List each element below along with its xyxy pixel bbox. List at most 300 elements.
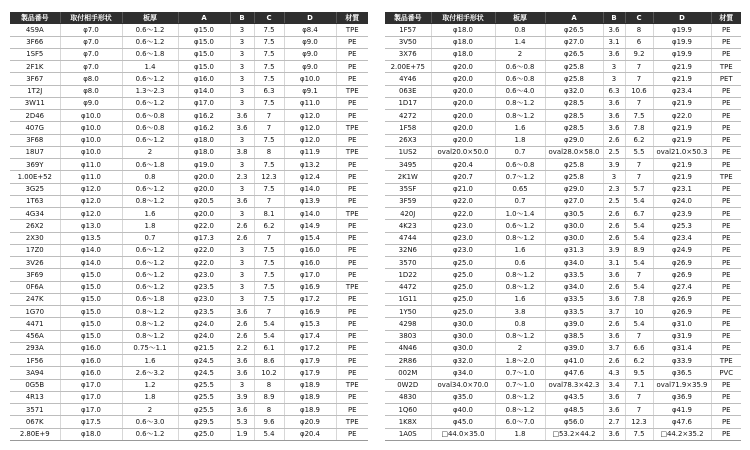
cell-plate-thickness: 1.8 xyxy=(495,134,545,146)
cell-a: φ47.6 xyxy=(545,367,603,379)
table-row xyxy=(385,220,741,232)
cell-d: φ20.4 xyxy=(284,428,336,440)
cell-plate-thickness: 0.8 xyxy=(122,171,178,183)
table-row xyxy=(10,48,368,60)
cell-d: φ24.9 xyxy=(653,244,711,256)
cell-c: 7.5 xyxy=(254,97,284,109)
cell-b: 2.6 xyxy=(603,134,625,146)
cell-material: PE xyxy=(336,171,368,183)
cell-plate-thickness: 6.0～7.0 xyxy=(495,416,545,428)
table-row xyxy=(10,232,368,244)
cell-a: φ29.0 xyxy=(545,183,603,195)
cell-c: 7 xyxy=(625,73,653,85)
cell-c: 9.2 xyxy=(625,48,653,60)
cell-mount-shape: φ25.0 xyxy=(431,306,495,318)
cell-a: φ20.5 xyxy=(178,195,230,207)
cell-part-number: 4471 xyxy=(10,318,60,330)
cell-material: PE xyxy=(711,97,741,109)
cell-material: TPE xyxy=(336,281,368,293)
cell-d: φ41.9 xyxy=(653,404,711,416)
table-row xyxy=(10,159,368,171)
cell-c: 7 xyxy=(625,171,653,183)
table-row xyxy=(10,36,368,48)
cell-d: φ12.4 xyxy=(284,171,336,183)
header-b: B xyxy=(230,12,254,24)
cell-material: PE xyxy=(711,244,741,256)
cell-d: φ20.9 xyxy=(284,416,336,428)
cell-c: 5.5 xyxy=(625,146,653,158)
cell-plate-thickness: 3.8 xyxy=(495,306,545,318)
table-row xyxy=(10,134,368,146)
table-row xyxy=(10,342,368,354)
cell-part-number: 3F67 xyxy=(10,73,60,85)
cell-d: φ16.9 xyxy=(284,306,336,318)
cell-part-number: 26X2 xyxy=(10,220,60,232)
cell-plate-thickness: 0.8～1.2 xyxy=(495,330,545,342)
cell-a: φ20.0 xyxy=(178,183,230,195)
table-row xyxy=(385,416,741,428)
cell-a: φ16.2 xyxy=(178,110,230,122)
cell-mount-shape: φ11.0 xyxy=(60,159,122,171)
cell-a: φ22.0 xyxy=(178,220,230,232)
cell-material: PE xyxy=(336,293,368,305)
cell-part-number: 1F57 xyxy=(385,24,431,36)
cell-d: φ47.6 xyxy=(653,416,711,428)
cell-a: φ26.5 xyxy=(545,48,603,60)
cell-part-number: 4830 xyxy=(385,391,431,403)
cell-part-number: 3803 xyxy=(385,330,431,342)
cell-c: 7.5 xyxy=(625,110,653,122)
cell-mount-shape: φ12.0 xyxy=(60,208,122,220)
cell-material: TPE xyxy=(336,146,368,158)
cell-material: PE xyxy=(711,85,741,97)
cell-material: PE xyxy=(711,48,741,60)
table-row xyxy=(385,208,741,220)
cell-mount-shape: φ20.0 xyxy=(431,134,495,146)
cell-b: 2.6 xyxy=(230,232,254,244)
cell-b: 6.3 xyxy=(603,85,625,97)
cell-part-number: 3W11 xyxy=(10,97,60,109)
cell-b: 3.6 xyxy=(603,330,625,342)
cell-plate-thickness: 0.6～1.2 xyxy=(122,73,178,85)
cell-part-number: 1F56 xyxy=(10,355,60,367)
table-row xyxy=(385,318,741,330)
cell-b: 3.6 xyxy=(230,122,254,134)
cell-c: 5.4 xyxy=(625,257,653,269)
header-c: C xyxy=(254,12,284,24)
cell-b: 3 xyxy=(230,48,254,60)
cell-part-number: 2.80E+9 xyxy=(10,428,60,440)
cell-b: 3.6 xyxy=(603,48,625,60)
cell-c: 6.7 xyxy=(625,208,653,220)
cell-a: oval28.0×58.0 xyxy=(545,146,603,158)
cell-material: PE xyxy=(336,134,368,146)
cell-d: φ17.2 xyxy=(284,293,336,305)
cell-b: 2.5 xyxy=(603,146,625,158)
cell-d: φ26.9 xyxy=(653,293,711,305)
cell-c: 7.5 xyxy=(254,257,284,269)
cell-mount-shape: φ23.0 xyxy=(431,244,495,256)
cell-material: PE xyxy=(336,318,368,330)
cell-material: PE xyxy=(711,232,741,244)
cell-d: φ21.9 xyxy=(653,134,711,146)
cell-b: 5.3 xyxy=(230,416,254,428)
cell-plate-thickness: 0.8～1.2 xyxy=(122,330,178,342)
cell-c: 6.2 xyxy=(254,220,284,232)
cell-part-number: 3V26 xyxy=(10,257,60,269)
cell-plate-thickness: 0.8～1.2 xyxy=(122,306,178,318)
cell-part-number: 2F1K xyxy=(10,61,60,73)
cell-a: φ25.8 xyxy=(545,171,603,183)
table-row xyxy=(385,367,741,379)
cell-a: φ15.0 xyxy=(178,24,230,36)
cell-mount-shape: φ17.0 xyxy=(60,404,122,416)
cell-material: TPE xyxy=(336,24,368,36)
cell-mount-shape: φ22.0 xyxy=(431,195,495,207)
cell-material: PE xyxy=(711,195,741,207)
table-row xyxy=(385,110,741,122)
cell-d: φ22.0 xyxy=(653,110,711,122)
cell-c: 5.7 xyxy=(625,183,653,195)
cell-material: PE xyxy=(336,244,368,256)
cell-c: 7 xyxy=(625,269,653,281)
cell-mount-shape: φ15.0 xyxy=(60,293,122,305)
cell-a: φ21.5 xyxy=(178,342,230,354)
cell-d: φ26.9 xyxy=(653,306,711,318)
cell-d: φ31.0 xyxy=(653,318,711,330)
table-row xyxy=(385,269,741,281)
cell-d: φ19.9 xyxy=(653,48,711,60)
cell-plate-thickness: 0.8～1.2 xyxy=(495,110,545,122)
cell-mount-shape: φ11.0 xyxy=(60,171,122,183)
cell-c: 8.9 xyxy=(625,244,653,256)
cell-material: PE xyxy=(711,220,741,232)
cell-material: PE xyxy=(711,428,741,440)
cell-c: 6.6 xyxy=(625,342,653,354)
cell-a: φ33.5 xyxy=(545,293,603,305)
cell-part-number: 4298 xyxy=(385,318,431,330)
cell-plate-thickness: 0.6～1.2 xyxy=(122,269,178,281)
cell-a: φ15.0 xyxy=(178,48,230,60)
cell-b: 2.2 xyxy=(230,342,254,354)
cell-c: 7.5 xyxy=(625,428,653,440)
cell-plate-thickness: 1.6 xyxy=(495,244,545,256)
cell-part-number: 4G34 xyxy=(10,208,60,220)
cell-part-number: 369Y xyxy=(10,159,60,171)
cell-material: PE xyxy=(711,122,741,134)
cell-b: 3 xyxy=(230,61,254,73)
cell-mount-shape: φ17.0 xyxy=(60,391,122,403)
cell-plate-thickness: 0.8～1.2 xyxy=(495,404,545,416)
cell-mount-shape: φ10.0 xyxy=(60,134,122,146)
cell-c: 6 xyxy=(625,36,653,48)
cell-a: φ15.0 xyxy=(178,61,230,73)
cell-material: PE xyxy=(711,134,741,146)
cell-material: TPE xyxy=(336,85,368,97)
cell-plate-thickness: 0.6～0.8 xyxy=(495,61,545,73)
cell-plate-thickness: 1.8 xyxy=(122,391,178,403)
cell-a: φ27.0 xyxy=(545,36,603,48)
cell-mount-shape: φ14.0 xyxy=(60,244,122,256)
cell-a: φ28.5 xyxy=(545,122,603,134)
cell-material: PE xyxy=(711,36,741,48)
cell-b: 3 xyxy=(230,293,254,305)
cell-mount-shape: φ7.0 xyxy=(60,24,122,36)
cell-mount-shape: φ12.0 xyxy=(60,183,122,195)
cell-mount-shape: φ10.0 xyxy=(60,122,122,134)
cell-d: φ16.0 xyxy=(284,244,336,256)
cell-plate-thickness: 0.6～1.2 xyxy=(122,257,178,269)
cell-mount-shape: φ30.0 xyxy=(431,342,495,354)
table-row xyxy=(385,171,741,183)
cell-d: φ33.9 xyxy=(653,355,711,367)
cell-plate-thickness: 1.8 xyxy=(495,428,545,440)
cell-part-number: 3V50 xyxy=(385,36,431,48)
table-row xyxy=(385,73,741,85)
cell-plate-thickness: 0.6～1.2 xyxy=(122,281,178,293)
table-row xyxy=(10,85,368,97)
cell-material: PE xyxy=(336,36,368,48)
cell-c: 7 xyxy=(625,391,653,403)
cell-d: φ17.2 xyxy=(284,342,336,354)
cell-plate-thickness: 0.6～1.2 xyxy=(495,220,545,232)
table-row xyxy=(385,428,741,440)
cell-plate-thickness: 0.8～1.2 xyxy=(122,195,178,207)
table-row xyxy=(10,269,368,281)
cell-mount-shape: φ20.0 xyxy=(431,85,495,97)
cell-d: φ21.9 xyxy=(653,122,711,134)
cell-material: PE xyxy=(711,306,741,318)
cell-c: 10.6 xyxy=(625,85,653,97)
cell-d: φ23.1 xyxy=(653,183,711,195)
cell-mount-shape: φ10.0 xyxy=(60,146,122,158)
cell-c: 5.4 xyxy=(625,220,653,232)
cell-plate-thickness: 0.6～1.8 xyxy=(122,159,178,171)
cell-plate-thickness: 1.4 xyxy=(122,61,178,73)
cell-part-number: 1SF5 xyxy=(10,48,60,60)
cell-b: 3.9 xyxy=(230,391,254,403)
cell-d: φ21.9 xyxy=(653,159,711,171)
cell-c: 7 xyxy=(625,404,653,416)
cell-mount-shape: φ30.0 xyxy=(431,318,495,330)
cell-a: φ31.3 xyxy=(545,244,603,256)
cell-d: oval71.9×35.9 xyxy=(653,379,711,391)
cell-c: 7.5 xyxy=(254,73,284,85)
cell-c: 7.5 xyxy=(254,24,284,36)
cell-mount-shape: φ10.0 xyxy=(60,110,122,122)
table-row xyxy=(385,183,741,195)
cell-part-number: 3570 xyxy=(385,257,431,269)
cell-a: φ23.5 xyxy=(178,281,230,293)
cell-part-number: 1T63 xyxy=(10,195,60,207)
cell-a: φ24.0 xyxy=(178,318,230,330)
cell-plate-thickness: 0.6～1.2 xyxy=(122,134,178,146)
table-row xyxy=(10,404,368,416)
cell-mount-shape: φ22.0 xyxy=(431,208,495,220)
cell-plate-thickness: 1.6 xyxy=(495,293,545,305)
table-row xyxy=(10,257,368,269)
cell-mount-shape: φ20.0 xyxy=(431,73,495,85)
cell-part-number: 3571 xyxy=(10,404,60,416)
cell-d: φ17.0 xyxy=(284,269,336,281)
cell-plate-thickness: 0.6～0.8 xyxy=(495,73,545,85)
cell-d: φ19.9 xyxy=(653,24,711,36)
cell-b: 2.7 xyxy=(603,416,625,428)
cell-material: PE xyxy=(711,24,741,36)
cell-part-number: 1D17 xyxy=(385,97,431,109)
cell-plate-thickness: 0.6～1.8 xyxy=(122,293,178,305)
table-row xyxy=(385,281,741,293)
cell-mount-shape: φ23.0 xyxy=(431,220,495,232)
cell-a: φ29.5 xyxy=(178,416,230,428)
cell-plate-thickness: 0.8 xyxy=(495,318,545,330)
cell-part-number: 456A xyxy=(10,330,60,342)
cell-c: 12.3 xyxy=(254,171,284,183)
cell-mount-shape: φ30.0 xyxy=(431,330,495,342)
cell-a: φ39.0 xyxy=(545,318,603,330)
cell-material: TPE xyxy=(711,355,741,367)
cell-mount-shape: φ21.0 xyxy=(431,183,495,195)
cell-part-number: 3F66 xyxy=(10,36,60,48)
table-row xyxy=(385,36,741,48)
cell-plate-thickness: 1.3～2.3 xyxy=(122,85,178,97)
cell-mount-shape: φ35.0 xyxy=(431,391,495,403)
cell-plate-thickness: 0.8 xyxy=(495,24,545,36)
cell-mount-shape: φ17.5 xyxy=(60,416,122,428)
cell-b: 3 xyxy=(230,97,254,109)
table-row xyxy=(10,416,368,428)
cell-mount-shape: φ18.0 xyxy=(431,36,495,48)
cell-mount-shape: φ23.0 xyxy=(431,232,495,244)
cell-plate-thickness: 0.7 xyxy=(495,195,545,207)
cell-a: φ23.5 xyxy=(178,306,230,318)
header-d: D xyxy=(653,12,711,24)
cell-material: PE xyxy=(336,195,368,207)
cell-c: 5.4 xyxy=(625,281,653,293)
cell-d: φ10.0 xyxy=(284,73,336,85)
cell-c: 7.5 xyxy=(254,159,284,171)
cell-d: φ16.9 xyxy=(284,281,336,293)
cell-b: 2.6 xyxy=(230,318,254,330)
cell-part-number: 067K xyxy=(10,416,60,428)
cell-d: φ17.9 xyxy=(284,367,336,379)
cell-plate-thickness: 0.6 xyxy=(495,257,545,269)
cell-c: 7.5 xyxy=(254,134,284,146)
cell-a: φ30.5 xyxy=(545,208,603,220)
cell-a: φ25.8 xyxy=(545,61,603,73)
cell-mount-shape: φ15.0 xyxy=(60,306,122,318)
cell-c: 8 xyxy=(254,146,284,158)
cell-d: φ15.3 xyxy=(284,318,336,330)
cell-b: 3.6 xyxy=(603,293,625,305)
cell-d: φ18.9 xyxy=(284,391,336,403)
cell-d: φ12.0 xyxy=(284,110,336,122)
cell-c: 7 xyxy=(625,330,653,342)
cell-c: 6.2 xyxy=(625,355,653,367)
cell-a: oval78.3×42.3 xyxy=(545,379,603,391)
cell-a: φ16.2 xyxy=(178,122,230,134)
cell-b: 2.6 xyxy=(603,318,625,330)
cell-mount-shape: φ45.0 xyxy=(431,416,495,428)
cell-part-number: 4R13 xyxy=(10,391,60,403)
cell-a: φ32.0 xyxy=(545,85,603,97)
cell-material: PE xyxy=(711,281,741,293)
cell-part-number: 1G11 xyxy=(385,293,431,305)
cell-mount-shape: φ18.0 xyxy=(60,428,122,440)
cell-b: 3.6 xyxy=(230,195,254,207)
header-plate-thickness: 板厚 xyxy=(495,12,545,24)
cell-part-number: 2X30 xyxy=(10,232,60,244)
cell-b: 3.1 xyxy=(603,257,625,269)
cell-c: 7.8 xyxy=(625,293,653,305)
cell-material: PE xyxy=(711,208,741,220)
cell-part-number: 1US2 xyxy=(385,146,431,158)
table-row xyxy=(10,146,368,158)
table-row xyxy=(10,379,368,391)
cell-mount-shape: φ15.0 xyxy=(60,330,122,342)
cell-d: φ36.9 xyxy=(653,391,711,403)
table-row xyxy=(385,48,741,60)
header-d: D xyxy=(284,12,336,24)
cell-mount-shape: φ20.0 xyxy=(431,110,495,122)
cell-b: 3 xyxy=(230,281,254,293)
cell-c: 5.4 xyxy=(625,232,653,244)
cell-c: 7.8 xyxy=(625,122,653,134)
cell-part-number: 2D46 xyxy=(10,110,60,122)
cell-plate-thickness: 0.8～1.2 xyxy=(495,232,545,244)
cell-d: φ18.9 xyxy=(284,404,336,416)
cell-c: 6.2 xyxy=(625,134,653,146)
cell-d: φ18.9 xyxy=(284,379,336,391)
cell-part-number: 0G5B xyxy=(10,379,60,391)
cell-part-number: 3G25 xyxy=(10,183,60,195)
cell-d: φ9.0 xyxy=(284,48,336,60)
table-row xyxy=(10,183,368,195)
cell-plate-thickness: 0.6～1.2 xyxy=(122,24,178,36)
cell-material: PE xyxy=(711,318,741,330)
cell-a: φ28.5 xyxy=(545,110,603,122)
cell-a: φ18.0 xyxy=(178,146,230,158)
cell-a: φ16.0 xyxy=(178,73,230,85)
cell-material: PE xyxy=(336,257,368,269)
cell-material: PE xyxy=(711,159,741,171)
cell-d: φ12.0 xyxy=(284,134,336,146)
cell-a: φ25.5 xyxy=(178,404,230,416)
cell-b: 3 xyxy=(230,134,254,146)
cell-part-number: 18U7 xyxy=(10,146,60,158)
cell-material: PE xyxy=(711,269,741,281)
table-row xyxy=(10,428,368,440)
cell-d: φ23.4 xyxy=(653,85,711,97)
cell-mount-shape: φ20.0 xyxy=(431,61,495,73)
cell-c: 7.5 xyxy=(254,244,284,256)
cell-c: 7 xyxy=(254,306,284,318)
cell-plate-thickness: 0.6～3.0 xyxy=(122,416,178,428)
cell-part-number: 002M xyxy=(385,367,431,379)
cell-d: φ21.9 xyxy=(653,73,711,85)
table-row xyxy=(10,306,368,318)
cell-mount-shape: φ32.0 xyxy=(431,355,495,367)
cell-part-number: 063E xyxy=(385,85,431,97)
cell-d: φ36.5 xyxy=(653,367,711,379)
header-c: C xyxy=(625,12,653,24)
cell-plate-thickness: 2 xyxy=(495,48,545,60)
table-row xyxy=(385,134,741,146)
cell-c: 5.4 xyxy=(254,330,284,342)
cell-material: TPE xyxy=(711,171,741,183)
cell-mount-shape: φ15.0 xyxy=(60,318,122,330)
cell-b: 3 xyxy=(603,61,625,73)
